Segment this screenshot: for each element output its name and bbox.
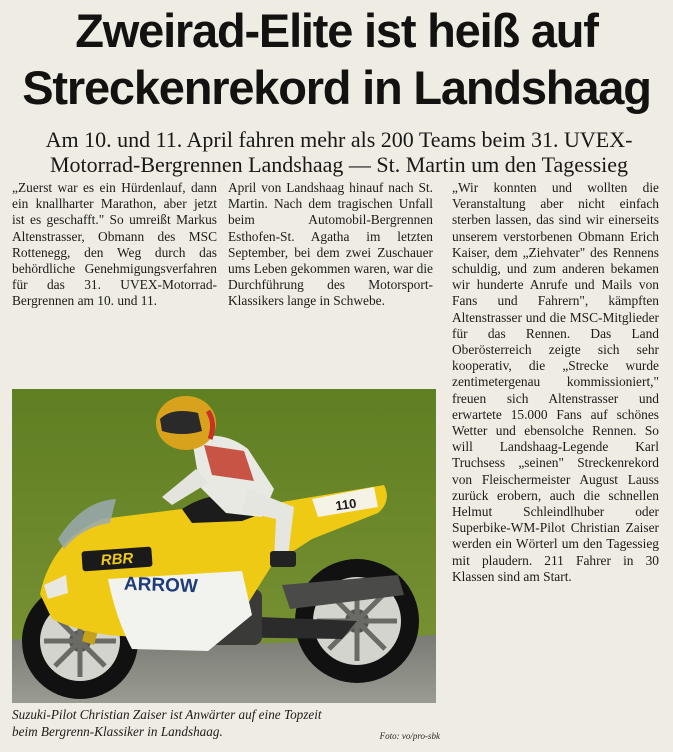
article-column-2 bbox=[228, 180, 433, 310]
subheadline: Am 10. und 11. April fahren mehr als 200 Teams beim 31. UVEX-Motorrad-Bergrennen Landshaag — St. Martin um den Tagessieg bbox=[45, 127, 633, 177]
headline bbox=[0, 2, 673, 116]
headline-line-1: Zweirad-Elite ist heiß auf bbox=[75, 4, 598, 57]
motorcycle-photo bbox=[12, 389, 436, 703]
fairing-label-rbr: RBR bbox=[100, 549, 134, 570]
column-3-text: „Wir konnten und wollten die Veranstaltung aber nicht einfach sterben lassen, das sind wir einerseits unserem verstorbenen Obmann Erich Kaiser, dem „Ziehvater" des Rennens schuldig, und zum anderen bekamen wir hunderte Anrufe und Mails von Fans und Fahrern", kämpften Altenstrasser und die MSC-Mitglieder für das Rennen. Das Land Oberösterreich zeigte sich sehr kooperativ, die „Strecke wurde zentimetergenau kommissioniert," freuen sich Altenstrasser und erwartete 15.000 Fans auf schönes Wetter und ebensolche Rennen. So will Landshaag-Legende Karl Truchsess „seinen" Streckenrekord von Fleischermeister August Lauss zurück erobern, auch die schnellen Helmut Schleindlhuber oder Superbike-WM-Pilot Christian Zaiser werden ein Wörterl um den Tagessieg mit plaudern. 211 Fahrer in 30 Klassen sind am Start. bbox=[452, 180, 659, 584]
photo-caption: Suzuki-Pilot Christian Zaiser ist Anwärter auf eine Topzeit beim Bergrenn-Klassiker in Landshaag. bbox=[12, 707, 322, 739]
column-2-text: April von Landshaag hinauf nach St. Martin. Nach dem tragischen Unfall beim Automobil-Bergrennen Esthofen-St. Agatha im letzten September, bei dem zwei Zuschauer ums Leben gekommen waren, war die Durchführung des Motorsport-Klassikers lange in Schwebe. bbox=[228, 180, 433, 309]
motorcycle-illustration bbox=[12, 389, 436, 703]
article-column-1 bbox=[12, 180, 217, 310]
bike-number: 110 bbox=[334, 495, 358, 514]
fairing-label-arrow: ARROW bbox=[123, 573, 199, 598]
column-1-text: „Zuerst war es ein Hürdenlauf, dann ein knallharter Marathon, aber jetzt ist es geschafft." So umreißt Markus Altenstrasser, Obmann des MSC Rottenegg, den Weg durch das behördliche Genehmigungsverfahren für das 31. UVEX-Motorrad-Bergrennen am 10. und 11. bbox=[12, 180, 217, 309]
photo-credit: Foto: vo/pro-sbk bbox=[379, 731, 440, 741]
article-column-3 bbox=[452, 180, 659, 585]
headline-line-2: Streckenrekord in Landshaag bbox=[22, 61, 651, 114]
